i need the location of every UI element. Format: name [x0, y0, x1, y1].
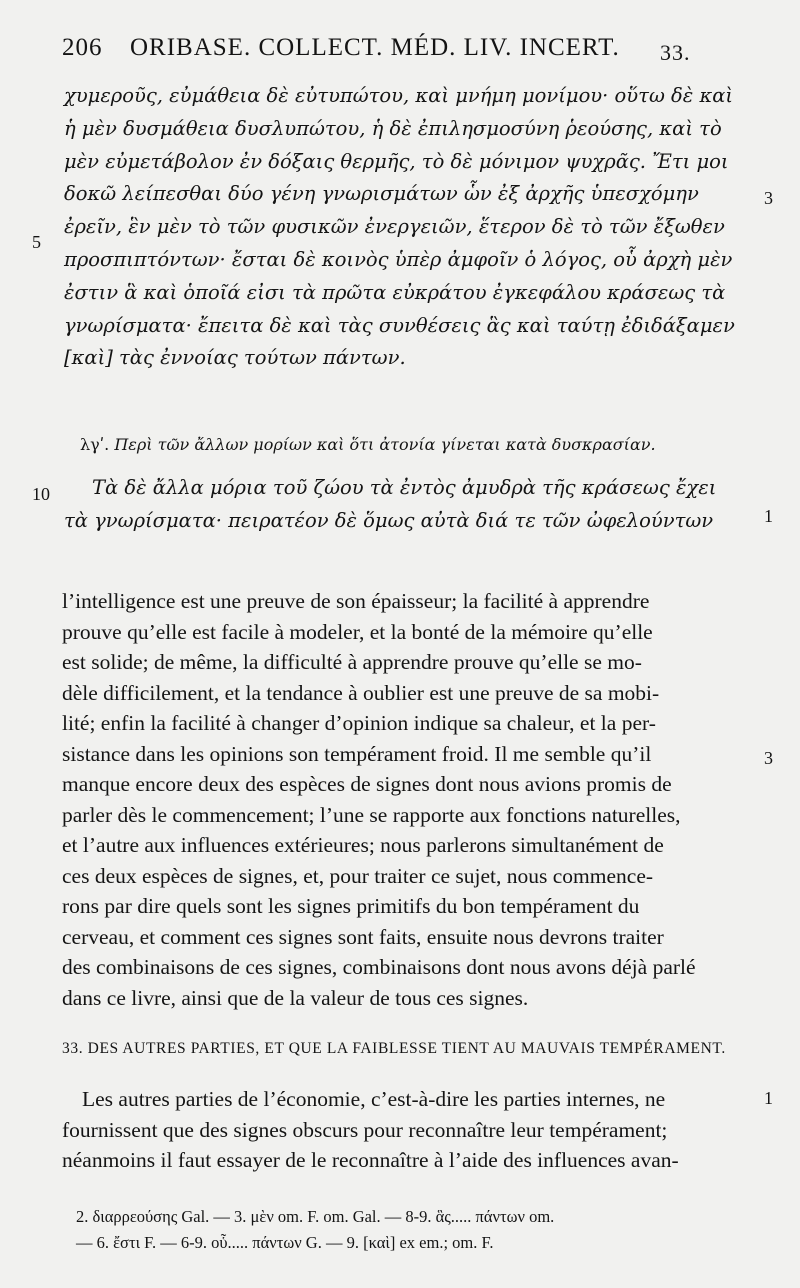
- french-line: néanmoins il faut essayer de le reconnaître à l’aide des influences avan-: [62, 1148, 679, 1172]
- french-line: fournissent que des signes obscurs pour reconnaître leur tempérament;: [62, 1117, 668, 1142]
- margin-number: 1: [764, 506, 773, 526]
- footnote-line: — 6. ἔστι F. — 6-9. οὗ..... πάντων G. — 9. [καὶ] ex em.; om. F.: [76, 1233, 494, 1252]
- french-line: manque encore deux des espèces de signes dont nous avions promis de: [62, 772, 672, 796]
- french-line: rons par dire quels sont les signes primitifs du bon tempérament du: [62, 894, 640, 918]
- french-translation-block-1: [62, 586, 746, 1013]
- french-chapter-heading: 33. DES AUTRES PARTIES, ET QUE LA FAIBLESSE TIENT AU MAUVAIS TEMPÉRAMENT.: [62, 1040, 726, 1057]
- greek-line: χυμεροῦς, εὐμάθεια δὲ εὐτυπώτου, καὶ μνήμη μονίμου· οὕτω δὲ καὶ: [64, 84, 734, 107]
- french-translation-block-2: [62, 1084, 746, 1176]
- french-line: l’intelligence est une preuve de son épaisseur; la facilité à apprendre: [62, 589, 650, 613]
- running-header: [62, 34, 702, 74]
- footnote-line: 2. διαρρεούσης Gal. — 3. μὲν om. F. om. Gal. — 8-9. ἃς..... πάντων om.: [76, 1207, 555, 1226]
- french-line: dans ce livre, ainsi que de la valeur de tous ces signes.: [62, 985, 529, 1010]
- french-line: sistance dans les opinions son tempérament froid. Il me semble qu’il: [62, 741, 652, 766]
- greek-line: [καὶ] τὰς ἐννοίας τούτων πάντων.: [64, 346, 406, 370]
- greek-line: προσπιπτόντων· ἔσται δὲ κοινὸς ὑπὲρ ἀμφοῖν ὁ λόγος, οὗ ἀρχὴ μὲν: [64, 247, 733, 271]
- greek-line: τὰ γνωρίσματα· πειρατέον δὲ ὅμως αὐτὰ διά τε τῶν ὠφελούντων: [64, 508, 714, 532]
- greek-line: δοκῶ λείπεσθαι δύο γένη γνωρισμάτων ὧν ἐξ ἀρχῆς ὑπεσχόμην: [64, 182, 699, 206]
- running-title: ORIBASE. COLLECT. MÉD. LIV. INCERT.: [130, 34, 620, 61]
- greek-line: ἐρεῖν, ἓν μὲν τὸ τῶν φυσικῶν ἐνεργειῶν, ἕτερον δὲ τὸ τῶν ἔξωθεν: [64, 215, 725, 239]
- critical-apparatus-footnotes: [76, 1204, 756, 1256]
- greek-chapter-heading: [80, 435, 760, 454]
- margin-number: 3: [764, 188, 773, 208]
- greek-chapter-number: λγʹ.: [80, 435, 110, 454]
- line-number-10: 10: [32, 484, 50, 504]
- french-line: est solide; de même, la difficulté à apprendre prouve qu’elle se mo-: [62, 650, 642, 674]
- french-line: parler dès le commencement; l’une se rapporte aux fonctions naturelles,: [62, 802, 681, 827]
- greek-line: μὲν εὐμετάβολον ἐν δόξαις θερμῆς, τὸ δὲ μόνιμον ψυχρᾶς. Ἔτι μοι: [64, 149, 729, 173]
- greek-line: Τὰ δὲ ἄλλα μόρια τοῦ ζώου τὰ ἐντὸς ἀμυδρὰ τῆς κράσεως ἔχει: [92, 476, 717, 499]
- french-line: cerveau, et comment ces signes sont faits, ensuite nous devrons traiter: [62, 924, 664, 949]
- french-line: et l’autre aux influences extérieures; nous parlerons simultanément de: [62, 833, 664, 857]
- french-line: des combinaisons de ces signes, combinaisons dont nous avons déjà parlé: [62, 955, 696, 979]
- french-line: dèle difficilement, et la tendance à oublier est une preuve de sa mobi-: [62, 680, 660, 705]
- greek-text-block-1: [64, 80, 754, 375]
- greek-chapter-title: Περὶ τῶν ἄλλων μορίων καὶ ὅτι ἀτονία γίνεται κατὰ δυσκρασίαν.: [114, 435, 656, 454]
- french-line: lité; enfin la facilité à changer d’opinion indique sa chaleur, et la per-: [62, 711, 656, 735]
- margin-number: 1: [764, 1088, 773, 1108]
- line-number-5: 5: [32, 232, 41, 252]
- chapter-number: 33.: [660, 40, 691, 65]
- french-line: prouve qu’elle est facile à modeler, et la bonté de la mémoire qu’elle: [62, 619, 653, 644]
- margin-number: 3: [764, 748, 773, 768]
- french-line: Les autres parties de l’économie, c’est-à-dire les parties internes, ne: [82, 1087, 666, 1111]
- page-number: 206: [62, 34, 103, 61]
- greek-line: γνωρίσματα· ἔπειτα δὲ καὶ τὰς συνθέσεις ἃς καὶ ταύτῃ ἐδιδάξαμεν: [64, 313, 735, 337]
- greek-line: ἐστιν ἃ καὶ ὁποῖά εἰσι τὰ πρῶτα εὐκράτου ἐγκεφάλου κράσεως τὰ: [64, 280, 726, 304]
- greek-text-block-2: [64, 472, 754, 538]
- greek-line: ἡ μὲν δυσμάθεια δυσλυπώτου, ἡ δὲ ἐπιλησμοσύνη ῥεούσης, καὶ τὸ: [64, 116, 722, 140]
- french-line: ces deux espèces de signes, et, pour traiter ce sujet, nous commence-: [62, 863, 654, 888]
